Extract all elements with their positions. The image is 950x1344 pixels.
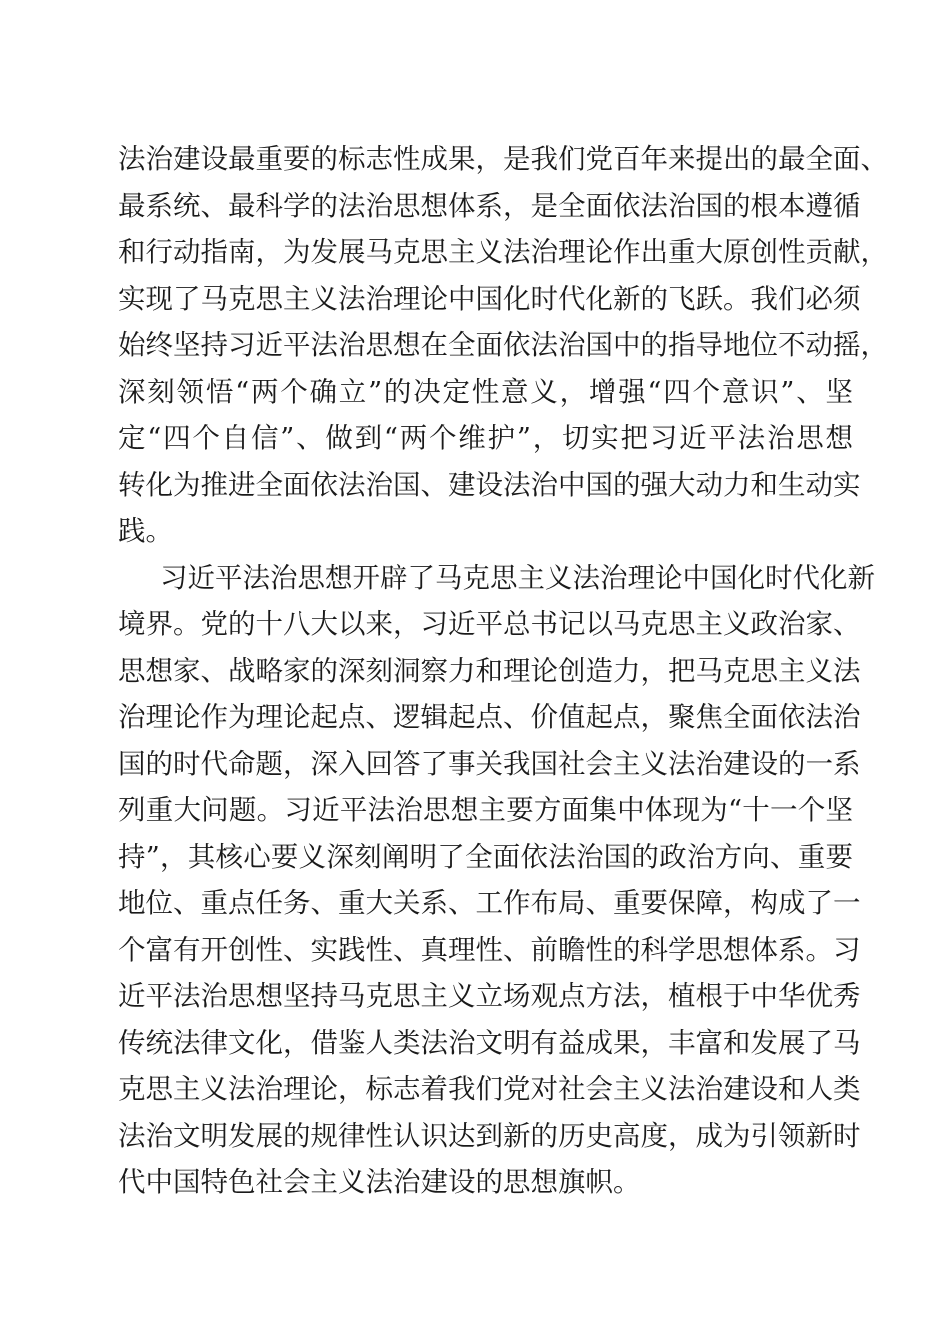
text-line: 深刻领悟“两个确立”的决定性意义，增强“四个意识”、坚 bbox=[118, 375, 853, 408]
text-line: 国的时代命题，深入回答了事关我国社会主义法治建设的一系 bbox=[118, 747, 861, 780]
text-line: 始终坚持习近平法治思想在全面依法治国中的指导地位不动摇， bbox=[118, 329, 888, 361]
text-line: 地位、重点任务、重大关系、工作布局、重要保障，构成了一 bbox=[118, 887, 861, 919]
text-line: 克思主义法治理论，标志着我们党对社会主义法治建设和人类 bbox=[118, 1073, 861, 1105]
text-line: 转化为推进全面依法治国、建设法治中国的强大动力和生动实 bbox=[118, 468, 861, 501]
text-line: 个富有开创性、实践性、真理性、前瞻性的科学思想体系。习 bbox=[118, 933, 861, 966]
text-line: 境界。党的十八大以来，习近平总书记以马克思主义政治家、 bbox=[118, 608, 861, 640]
text-line: 和行动指南，为发展马克思主义法治理论作出重大原创性贡献， bbox=[118, 236, 888, 268]
text-line: 持”，其核心要义深刻阐明了全面依法治国的政治方向、重要 bbox=[118, 840, 853, 873]
document-body bbox=[118, 136, 888, 1206]
text-line: 实现了马克思主义法治理论中国化时代化新的飞跃。我们必须 bbox=[118, 282, 861, 315]
text-line: 代中国特色社会主义法治建设的思想旗帜。 bbox=[118, 1166, 641, 1198]
paragraph-2 bbox=[118, 555, 875, 1206]
text-line: 治理论作为理论起点、逻辑起点、价值起点，聚焦全面依法治 bbox=[118, 701, 861, 733]
text-line: 思想家、战略家的深刻洞察力和理论创造力，把马克思主义法 bbox=[118, 654, 861, 687]
text-line: 定“四个自信”、做到“两个维护”，切实把习近平法治思想 bbox=[118, 422, 853, 454]
text-line: 最系统、最科学的法治思想体系，是全面依法治国的根本遵循 bbox=[118, 189, 861, 222]
paragraph-1 bbox=[118, 136, 888, 555]
text-line: 列重大问题。习近平法治思想主要方面集中体现为“十一个坚 bbox=[118, 794, 853, 826]
text-line: 习近平法治思想开辟了马克思主义法治理论中国化时代化新 bbox=[160, 561, 875, 594]
text-line: 传统法律文化，借鉴人类法治文明有益成果，丰富和发展了马 bbox=[118, 1026, 861, 1059]
text-line: 法治建设最重要的标志性成果，是我们党百年来提出的最全面、 bbox=[118, 143, 888, 175]
text-line: 法治文明发展的规律性认识达到新的历史高度，成为引领新时 bbox=[118, 1119, 861, 1152]
text-line: 践。 bbox=[118, 515, 173, 547]
text-line: 近平法治思想坚持马克思主义立场观点方法，植根于中华优秀 bbox=[118, 980, 861, 1012]
